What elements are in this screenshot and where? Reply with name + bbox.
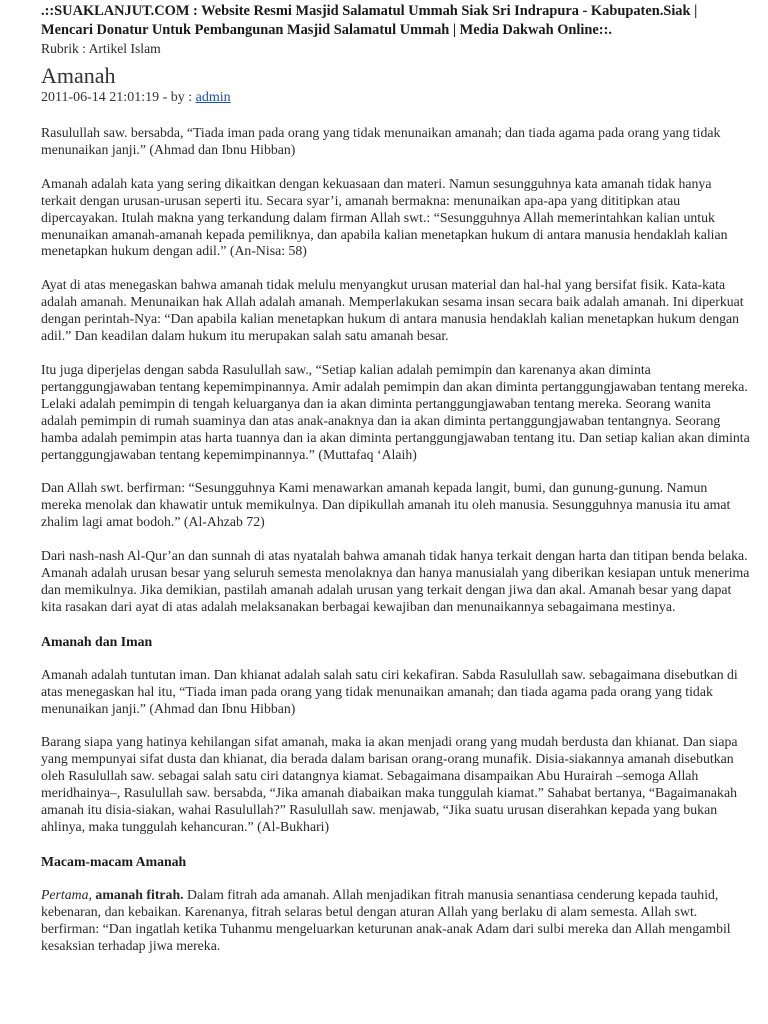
ordinal-label: Pertama, (41, 886, 92, 902)
site-header-title: .::SUAKLANJUT.COM : Website Resmi Masjid Salamatul Ummah Siak Sri Indrapura - Kabupaten.Siak | Mencari Donatur Untuk Pembangunan Masjid Salamatul Ummah | Media Dakwah Online::. (41, 3, 698, 38)
paragraph-amanah-fitrah (41, 887, 750, 955)
author-link[interactable]: admin (195, 90, 231, 105)
section-heading-amanah-dan-iman: Amanah dan Iman (41, 633, 153, 649)
paragraph: Dan Allah swt. berfirman: “Sesungguhnya Kami menawarkan amanah kepada langit, bumi, dan gunung-gunung. Namun mereka menolak dan khawatir untuk memikulnya. Dan dipikullah amanah itu oleh manusia. Sesungguhnya manusia itu amat zhalim lagi amat bodoh.” (Al-Ahzab 72) (41, 480, 731, 530)
article-date: 2011-06-14 21:01:19 (41, 90, 160, 105)
article-by-label: - by : (159, 90, 196, 105)
paragraph-text: Dalam fitrah ada amanah. Allah menjadikan fitrah manusia senantiasa cenderung kepada tauhid, kebenaran, dan kebaikan. Karenanya, fitrah selaras betul dengan aturan Allah yang berlaku di alam semesta. Allah swt. berfirman: “Dan ingatlah ketika Tuhanmu mengeluarkan keturunan anak-anak Adam dari sulbi mereka dan Allah mengambil kesaksian terhadap jiwa mereka. (41, 886, 731, 953)
article-title: Amanah (41, 63, 116, 88)
paragraph: Rasulullah saw. bersabda, “Tiada iman pada orang yang tidak menunaikan amanah; dan tiada agama pada orang yang tidak menunaikan janji.” (Ahmad dan Ibnu Hibban) (41, 125, 721, 157)
rubrik-label: Rubrik : Artikel Islam (41, 41, 161, 56)
paragraph: Itu juga diperjelas dengan sabda Rasulullah saw., “Setiap kalian adalah pemimpin dan karenanya akan diminta pertanggungjawaban tentang kepemimpinannya. Amir adalah pemimpin dan akan diminta pertanggungjawaban tentang mereka. Lelaki adalah pemimpin di tengah keluarganya dan ia akan diminta pertanggungjawaban tentang mereka. Seorang wanita adalah pemimpin di rumah suaminya dan atas anak-anaknya dan ia akan diminta pertanggungjawaban tentangnya. Seorang hamba adalah pemimpin atas harta tuannya dan ia akan diminta pertanggungjawaban tentang itu. Dan setiap kalian akan diminta pertanggungjawaban tentang kepemimpinannya.” (Muttafaq ‘Alaih) (41, 361, 750, 462)
paragraph: Amanah adalah kata yang sering dikaitkan dengan kekuasaan dan materi. Namun sesungguhnya kata amanah tidak hanya terkait dengan urusan-urusan seperti itu. Secara syar’i, amanah bermakna: menunaikan apa-apa yang dititipkan atau dipercayakan. Itulah makna yang terkandung dalam firman Allah swt.: “Sesungguhnya Allah memerintahkan kalian untuk menunaikan amanah-amanah kepada pemiliknya, dan apabila kalian menetapkan hukum di antara manusia hendaklah kalian menetapkan hukum dengan adil.” (An-Nisa: 58) (41, 175, 728, 259)
paragraph: Amanah adalah tuntutan iman. Dan khianat adalah salah satu ciri kekafiran. Sabda Rasulullah saw. sebagaimana disebutkan di atas menegaskan hal itu, “Tiada iman pada orang yang tidak menunaikan amanah; dan tiada agama pada orang yang tidak menunaikan janji.” (Ahmad dan Ibnu Hibban) (41, 666, 738, 716)
article-meta (41, 89, 750, 107)
article-body (41, 125, 750, 955)
paragraph: Ayat di atas menegaskan bahwa amanah tidak melulu menyangkut urusan material dan hal-hal yang bersifat fisik. Kata-kata adalah amanah. Menunaikan hak Allah adalah amanah. Memperlakukan sesama insan secara baik adalah amanah. Ini diperkuat dengan perintah-Nya: “Dan apabila kalian menetapkan hukum di antara manusia hendaklah kalian menetapkan hukum dengan adil.” Dan keadilan dalam hukum itu merupakan salah satu amanah besar. (41, 277, 744, 344)
paragraph: Dari nash-nash Al-Qur’an dan sunnah di atas nyatalah bahwa amanah tidak hanya terkait dengan harta dan titipan benda belaka. Amanah adalah urusan besar yang seluruh semesta menolaknya dan hanya manusialah yang diberikan kesiapan untuk menerima dan memikulnya. Jika demikian, pastilah amanah adalah urusan yang terkait dengan jiwa dan akal. Amanah besar yang dapat kita rasakan dari ayat di atas adalah melaksanakan berbagai kewajiban dan menunaikannya sebagaimana mestinya. (41, 548, 750, 614)
paragraph: Barang siapa yang hatinya kehilangan sifat amanah, maka ia akan menjadi orang yang mudah berdusta dan khianat. Dan siapa yang mempunyai sifat dusta dan khianat, dia berada dalam barisan orang-orang munafik. Disia-siakannya amanah disebutkan oleh Rasulullah saw. sebagai salah satu ciri datangnya kiamat. Sebagaimana disampaikan Abu Hurairah –semoga Allah meridhainya–, Rasulullah saw. bersabda, “Jika amanah diabaikan maka tunggulah kiamat.” Sahabat bertanya, “Bagaimanakah amanah itu disia-siakan, wahai Rasulullah?” Rasulullah saw. menjawab, “Jika suatu urusan diserahkan kepada yang bukan ahlinya, maka tunggulah kehancuran.” (Al-Bukhari) (41, 734, 738, 834)
subheading-amanah-fitrah: amanah fitrah. (95, 886, 184, 902)
section-heading-macam-macam-amanah: Macam-macam Amanah (41, 853, 187, 869)
